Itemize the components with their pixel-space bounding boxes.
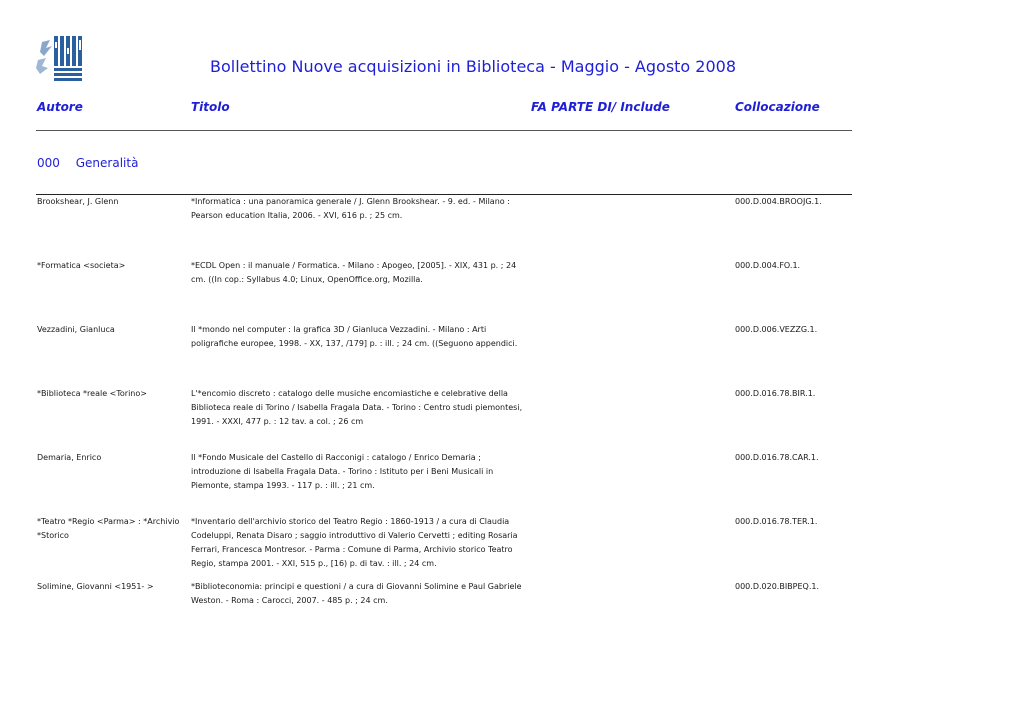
column-header-location: Collocazione	[735, 100, 820, 114]
entry-author: Vezzadini, Gianluca	[37, 325, 115, 334]
entry-author: *Biblioteca *reale <Torino>	[37, 389, 147, 398]
museum-logo-icon	[36, 34, 84, 86]
entry-author: *Teatro *Regio <Parma> : *Archivio *Storico	[37, 517, 180, 540]
entry-location: 000.D.016.78.TER.1.	[735, 517, 818, 526]
entry-title: *Informatica : una panoramica generale / J. Glenn Brookshear. - 9. ed. - Milano : Pearson education Italia, 2006. - XVI, 616 p. ; 25 cm.	[191, 197, 510, 220]
entry-title: *Inventario dell'archivio storico del Teatro Regio : 1860-1913 / a cura di Claudia Codeluppi, Renata Disaro ; saggio introduttivo di Valerio Cervetti ; editing Rosaria Ferrari, Francesca Montresor. - Parma : Comune di Parma, Archivio storico Teatro Regio, stampa 2001. - XXI, 515 p., [16) p. di tav. : ill. ; 24 cm.	[191, 517, 518, 568]
entry-author: Solimine, Giovanni <1951- >	[37, 582, 154, 591]
entry-author: *Formatica <societa>	[37, 261, 126, 270]
entry-title: Il *Fondo Musicale del Castello di Racconigi : catalogo / Enrico Demaria ; introduzione di Isabella Fragala Data. - Torino : Istituto per i Beni Musicali in Piemonte, stampa 1993. - 117 p. : ill. ; 21 cm.	[191, 453, 494, 490]
entry-location: 000.D.004.BROOJG.1.	[735, 197, 822, 206]
entry-title: *Biblioteconomia: principi e questioni / a cura di Giovanni Solimine e Paul Gabriele Weston. - Roma : Carocci, 2007. - 485 p. ; 24 cm.	[191, 582, 522, 605]
entry-author: Demaria, Enrico	[37, 453, 102, 462]
entry-location: 000.D.016.78.CAR.1.	[735, 453, 819, 462]
section-name: Generalità	[75, 156, 139, 170]
entry-location: 000.D.016.78.BIR.1.	[735, 389, 816, 398]
section-number: 000	[37, 156, 60, 170]
column-header-author: Autore	[37, 100, 83, 114]
column-header-part-of: FA PARTE DI/ Include	[531, 100, 670, 114]
entry-location: 000.D.006.VEZZG.1.	[735, 325, 818, 334]
entry-title: L'*encomio discreto : catalogo delle musiche encomiastiche e celebrative della Biblioteca reale di Torino / Isabella Fragala Data. - Torino : Centro studi piemontesi, 1991. - XXXI, 477 p. : 12 tav. a col. ; 26 cm	[191, 389, 523, 426]
entry-title: Il *mondo nel computer : la grafica 3D / Gianluca Vezzadini. - Milano : Arti poligrafiche europee, 1998. - XX, 137, /179] p. : ill. ; 24 cm. ((Seguono appendici.	[191, 325, 518, 348]
header-divider	[36, 130, 852, 131]
column-header-title: Titolo	[191, 100, 230, 114]
entry-title: *ECDL Open : il manuale / Formatica. - Milano : Apogeo, [2005]. - XIX, 431 p. ; 24 cm. ((In cop.: Syllabus 4.0; Linux, OpenOffice.org, Mozilla.	[191, 261, 517, 284]
page-title: Bollettino Nuove acquisizioni in Biblioteca - Maggio - Agosto 2008	[210, 57, 737, 76]
entry-location: 000.D.004.FO.1.	[735, 261, 801, 270]
entry-location: 000.D.020.BIBPEQ.1.	[735, 582, 820, 591]
entry-author: Brookshear, J. Glenn	[37, 197, 119, 206]
section-heading	[37, 156, 138, 170]
